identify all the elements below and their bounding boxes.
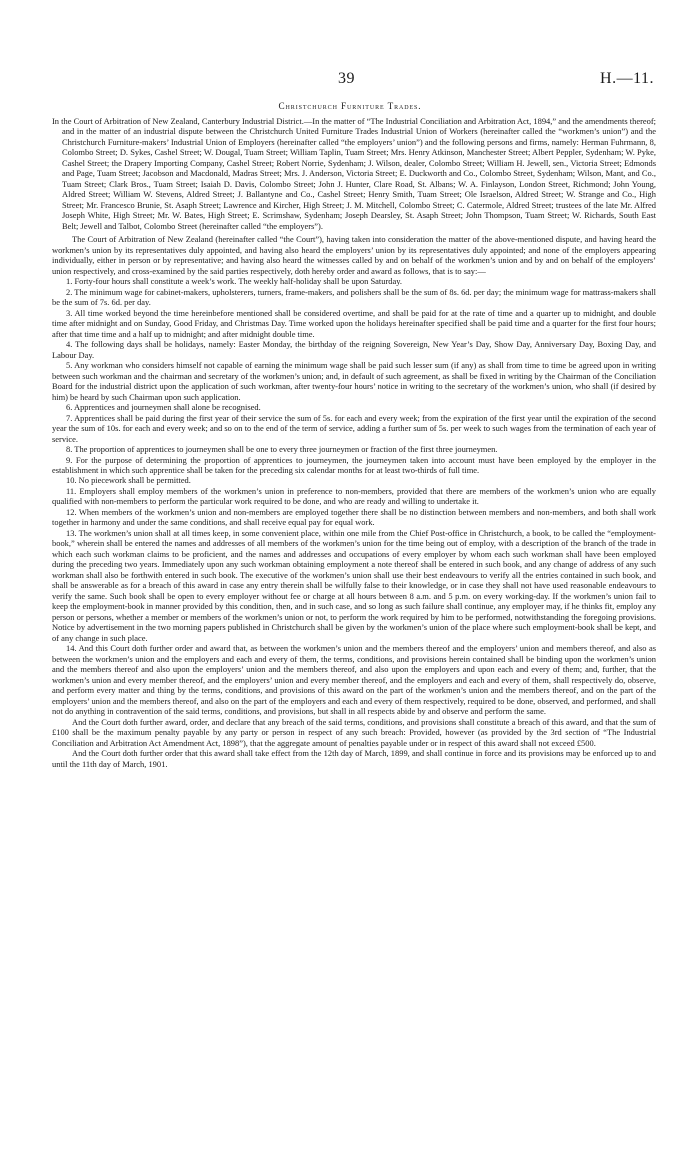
closing-paragraph-effective-date: And the Court doth further order that this award shall take effect from the 12th day of March, 1899, and shall continue in force and its provisions may be enforced up to and until the 11th day of March, 1901. (52, 748, 656, 769)
preamble-paragraph: In the Court of Arbitration of New Zealand, Canterbury Industrial District.—In the matter of “The Industrial Conciliation and Arbitration Act, 1894,” and the amendments thereof; and in the matter of an industrial dispute between the Christchurch United Furniture Trades Industrial Union of Workers (hereinafter called the “workmen’s union”) and the Christchurch Furniture-makers’ Industrial Union of Employers (hereinafter called “the employers’ union”) and the following persons and firms, namely: Herman Fuhrmann, 8, Colombo Street; D. Sykes, Cashel Street; W. Dougal, Tuam Street; William Taplin, Tuam Street; Mrs. Henry Atkinson, Manchester Street; Albert Peppler, Sydenham; W. Pyke, Cashel Street; the Drapery Importing Company, Cashel Street; Robert Norrie, Sydenham; J. Wilson, dealer, Colombo Street; William H. Jewell, sen., Victoria Street; Edmonds and Page, Tuam Street; Jacobson and Macdonald, Madras Street; Mrs. J. Anderson, Victoria Street; E. Duckworth and Co., Colombo Street, Sydenham; Wilson, Mant, and Co., Tuam Street; Clark Bros., Tuam Street; Isaiah D. Davis, Colombo Street; John J. Hunter, Clare Road, St. Albans; W. A. Finlayson, London Street, Richmond; John Young, Aldred Street; William W. Stevens, Aldred Street; J. Ballantyne and Co., Cashel Street; Henry Smith, Tuam Street; Ole Israelson, Aldred Street; W. Strange and Co., High Street; Mr. Francesco Brunie, St. Asaph Street; Lawrence and Kircher, High Street; J. M. Mitchell, Colombo Street; C. Catermole, Aldred Street; trustees of the late Mr. Alfred Joseph White, High Street; Mr. W. Bates, High Street; E. Scrimshaw, Sydenham; Joseph Dearsley, St. Asaph Street; John Thompson, Tuam Street; W. Richards, South East Belt; Jewell and Talbot, Colombo Street (hereinafter called “the employers”). (52, 116, 656, 231)
clause-8: 8. The proportion of apprentices to journeymen shall be one to every three journeymen or fraction of the first three journeymen. (66, 444, 498, 455)
clause-9: 9. For the purpose of determining the proportion of apprentices to journeymen, the journeymen taken into account must have been employed by the employer in the establishment in which such apprentice shall be taken for the preceding six calendar months for at least two-thirds of full time. (52, 454, 656, 475)
clause-5: 5. Any workman who considers himself not capable of earning the minimum wage shall be paid such lesser sum (if any) as shall from time to time be agreed upon in writing between such workman and the chairman and secretary of the workmen’s union; and, in default of such agreement, as shall be fixed in writing by the Chairman of the Conciliation Board for the industrial district upon the application of such workman, after twenty-four hours’ notice in writing to the secretary of the workmen’s union, who shall (if desired by him) be heard by such Chairman upon such application. (52, 360, 656, 402)
clause-10: 10. No piecework shall be permitted. (66, 475, 191, 486)
award-text (52, 116, 656, 769)
clause-14: 14. And this Court doth further order and award that, as between the workmen’s union and the members thereof and the employers’ union and members thereof, and also as between the workmen’s union and the employers and each and every of them, the terms, conditions, and provisions herein contained shall be binding upon the workmen’s union and the members thereof and also upon the employers’ union and the members thereof, and also upon the employers and upon each and every of them; and, further, that the workmen’s union and every member thereof, and the employers’ union and every member thereof, and the employers and each and every of them, shall respectively do, observe, and perform every matter and thing by the terms, conditions, and provisions of this award on the part of the workmen’s union and the members thereof, and on the part of the employers’ union and the members thereof, and also on the part of the employers and each and every of them respectively, required to be done, observed, and performed, and shall not do anything in contravention of the said terms, conditions, and provisions, but shall in all respects abide by and observe and perform the same. (52, 643, 656, 717)
clause-13: 13. The workmen’s union shall at all times keep, in some convenient place, within one mile from the Chief Post-office in Christchurch, a book, to be called the “employment-book,” wherein shall be entered the names and addresses of all members of the workmen’s union for the time being out of employ, with a description of the branch of the trade in which each such workman claims to be proficient, and the names and addresses and occupations of every employer by whom each such workman shall have been employed during the preceding two years. Immediately upon any such workman obtaining employment a note thereof shall be entered in such book, and any change of address of any such workman shall also be forthwith entered in such book. The executive of the workmen’s union shall use their best endeavours to verify all the entries contained in such book, and shall be answerable as for a breach of this award in case any entry therein shall be wilfully false to their knowledge, or in case they shall not have used reasonable endeavours to verify the same. Such book shall be open to every employer without fee or charge at all hours between 8 a.m. and 5 p.m. on every working-day. If the workmen’s union fail to keep the employment-book in manner provided by this condition, then, and in such case, and so long as such failure shall continue, any employer may, if he thinks fit, employ any person or persons, whether a member or members of the workmen’s union or not, to perform the work required by him to be performed, notwithstanding the foregoing provisions. Notice by advertisement in the two morning papers published in Christchurch shall be given by the workmen’s union of the place where such employment-book shall be kept, and of any change in such place. (52, 527, 656, 643)
clause-2: 2. The minimum wage for cabinet-makers, upholsterers, turners, frame-makers, and polishers shall be the sum of 8s. 6d. per day; the minimum wage for mattrass-makers shall be the sum of 7s. 6d. per day. (52, 286, 656, 308)
clause-1: 1. Forty-four hours shall constitute a week’s work. The weekly half-holiday shall be upon Saturday. (66, 276, 403, 287)
clause-4: 4. The following days shall be holidays, namely: Easter Monday, the birthday of the reigning Sovereign, New Year’s Day, Show Day, Anniversary Day, Boxing Day, and Labour Day. (52, 339, 656, 360)
document-reference: H.—11. (600, 70, 654, 87)
closing-paragraph-penalty: And the Court doth further award, order, and declare that any breach of the said terms, conditions, and provisions shall constitute a breach of this award, and that the sum of £100 shall be the maximum penalty payable by any party or person in respect of any such breach: Provided, however (as provided by the 3rd section of “The Industrial Conciliation and Arbitration Act Amendment Act, 1898”), that the aggregate amount of penalties payable under or in respect of this award shall not exceed £500. (52, 716, 656, 748)
clause-3: 3. All time worked beyond the time hereinbefore mentioned shall be considered overtime, and shall be paid for at the rate of time and a quarter up to midnight, and double time after midnight and on Sunday, Good Friday, and Christmas Day. Time worked upon the holidays hereinafter specified shall be paid time and a quarter for the first four hours; after that time time and a half up to midnight; and after midnight double time. (52, 307, 656, 339)
section-title: Christchurch Furniture Trades. (278, 101, 422, 111)
clause-6: 6. Apprentices and journeymen shall alone be recognised. (66, 402, 261, 413)
page-number: 39 (338, 70, 355, 87)
intro-paragraph: The Court of Arbitration of New Zealand (hereinafter called “the Court”), having taken into consideration the matter of the above-mentioned dispute, and having heard the workmen’s union by its representatives duly appointed, and having also heard the employers’ union by its representatives duly appointed; and none of the employers appearing individually, either in person or by representative; and having also heard the witnesses called by and on behalf of the workmen’s union and by and on behalf of the employers’ union respectively, and cross-examined by the said parties respectively, doth hereby order and award as follows, that is to say:— (52, 234, 656, 276)
clause-7: 7. Apprentices shall be paid during the first year of their service the sum of 5s. for each and every week; from the expiration of the first year until the expiration of the second year the sum of 10s. for each and every week; and so on to the end of the term of service, adding a further sum of 5s. per week to such wages from the termination of each year of service. (52, 412, 656, 444)
clause-11: 11. Employers shall employ members of the workmen’s union in preference to non-members, provided that there are members of the workmen’s union who are equally qualified with non-members to perform the particular work required to be done, and who are ready and willing to undertake it. (52, 485, 656, 507)
clause-12: 12. When members of the workmen’s union and non-members are employed together there shall be no distinction between members and non-members, and both shall work together in harmony and under the same conditions, and shall receive equal pay for equal work. (52, 506, 656, 528)
